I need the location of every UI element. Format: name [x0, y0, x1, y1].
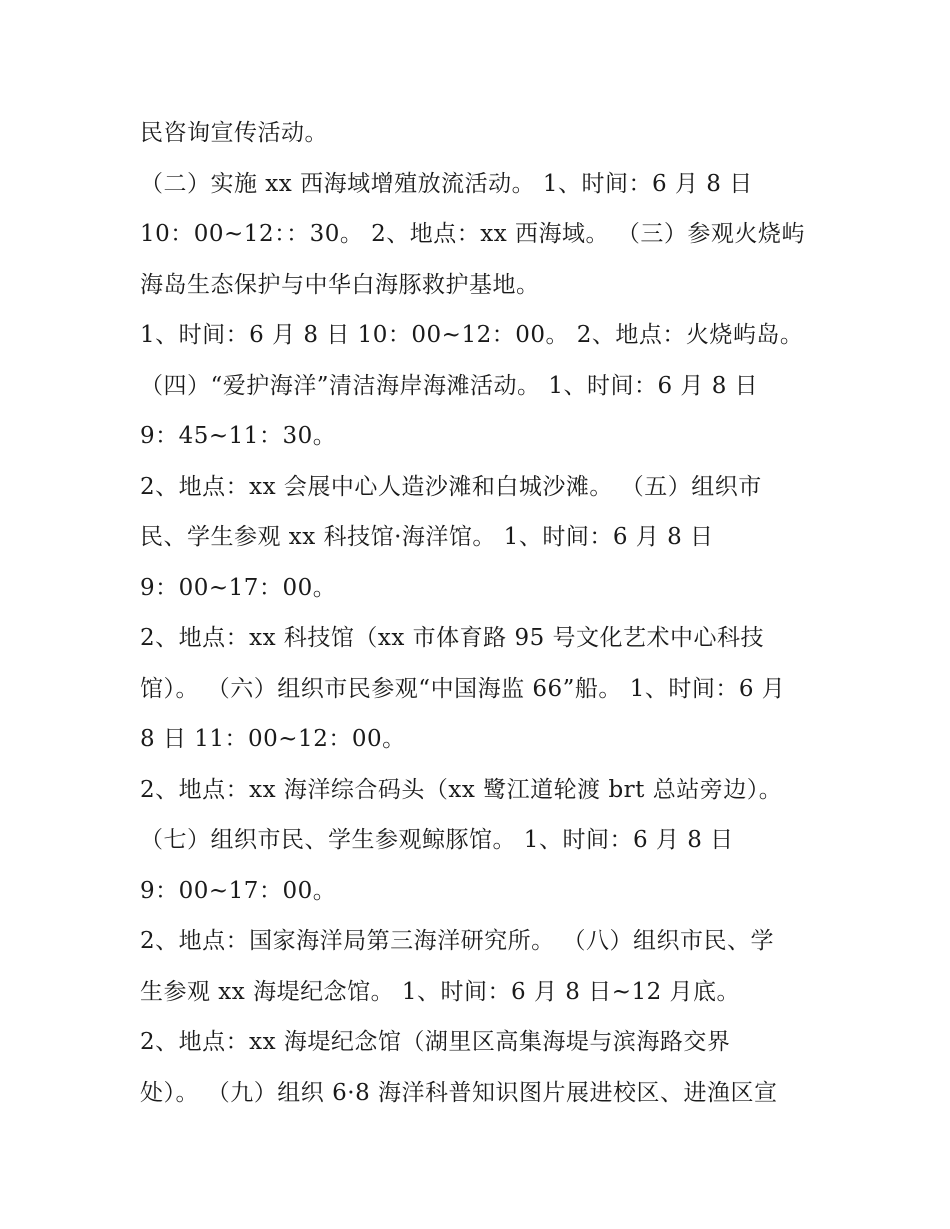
text-line: （七）组织市民、学生参观鲸豚馆。 1、时间：6 月 8 日	[140, 827, 734, 853]
text-line: 1、时间：6 月 8 日 10：00~12：00。 2、地点：火烧屿岛。	[140, 322, 804, 348]
text-line: 生参观 xx 海堤纪念馆。 1、时间：6 月 8 日~12 月底。	[140, 978, 741, 1005]
text-line: 民咨询宣传活动。	[140, 120, 328, 146]
text-line: 处）。 （九）组织 6·8 海洋科普知识图片展进校区、进渔区宣	[140, 1079, 778, 1106]
text-line: 9：00~17：00。	[140, 574, 337, 601]
text-line: 2、地点：国家海洋局第三海洋研究所。 （八）组织市民、学	[140, 928, 774, 954]
text-line: 2、地点：xx 海洋综合码头（xx 鹭江道轮渡 brt 总站旁边）。	[140, 776, 783, 803]
text-line: 民、学生参观 xx 科技馆·海洋馆。 1、时间：6 月 8 日	[140, 524, 714, 550]
text-line: （四）“爱护海洋”清洁海岸海滩活动。 1、时间：6 月 8 日	[140, 372, 759, 399]
text-line: 2、地点：xx 海堤纪念馆（湖里区高集海堤与滨海路交界	[140, 1029, 731, 1055]
text-line: 2、地点：xx 会展中心人造沙滩和白城沙滩。 （五）组织市	[140, 473, 762, 500]
text-line: （二）实施 xx 西海域增殖放流活动。 1、时间：6 月 8 日	[140, 170, 753, 197]
text-line: 9：45~11：30。	[140, 423, 337, 449]
document-body	[140, 108, 820, 1118]
text-line: 2、地点：xx 科技馆（xx 市体育路 95 号文化艺术中心科技	[140, 625, 765, 651]
text-line: 9：00~17：00。	[140, 877, 337, 904]
text-line: 馆）。 （六）组织市民参观“中国海监 66”船。 1、时间：6 月	[140, 675, 786, 702]
text-line: 10：00~12：：30。 2、地点：xx 西海域。 （三）参观火烧屿	[140, 221, 805, 247]
text-line: 8 日 11：00~12：00。	[140, 726, 406, 752]
text-line: 海岛生态保护与中华白海豚救护基地。	[140, 271, 540, 298]
